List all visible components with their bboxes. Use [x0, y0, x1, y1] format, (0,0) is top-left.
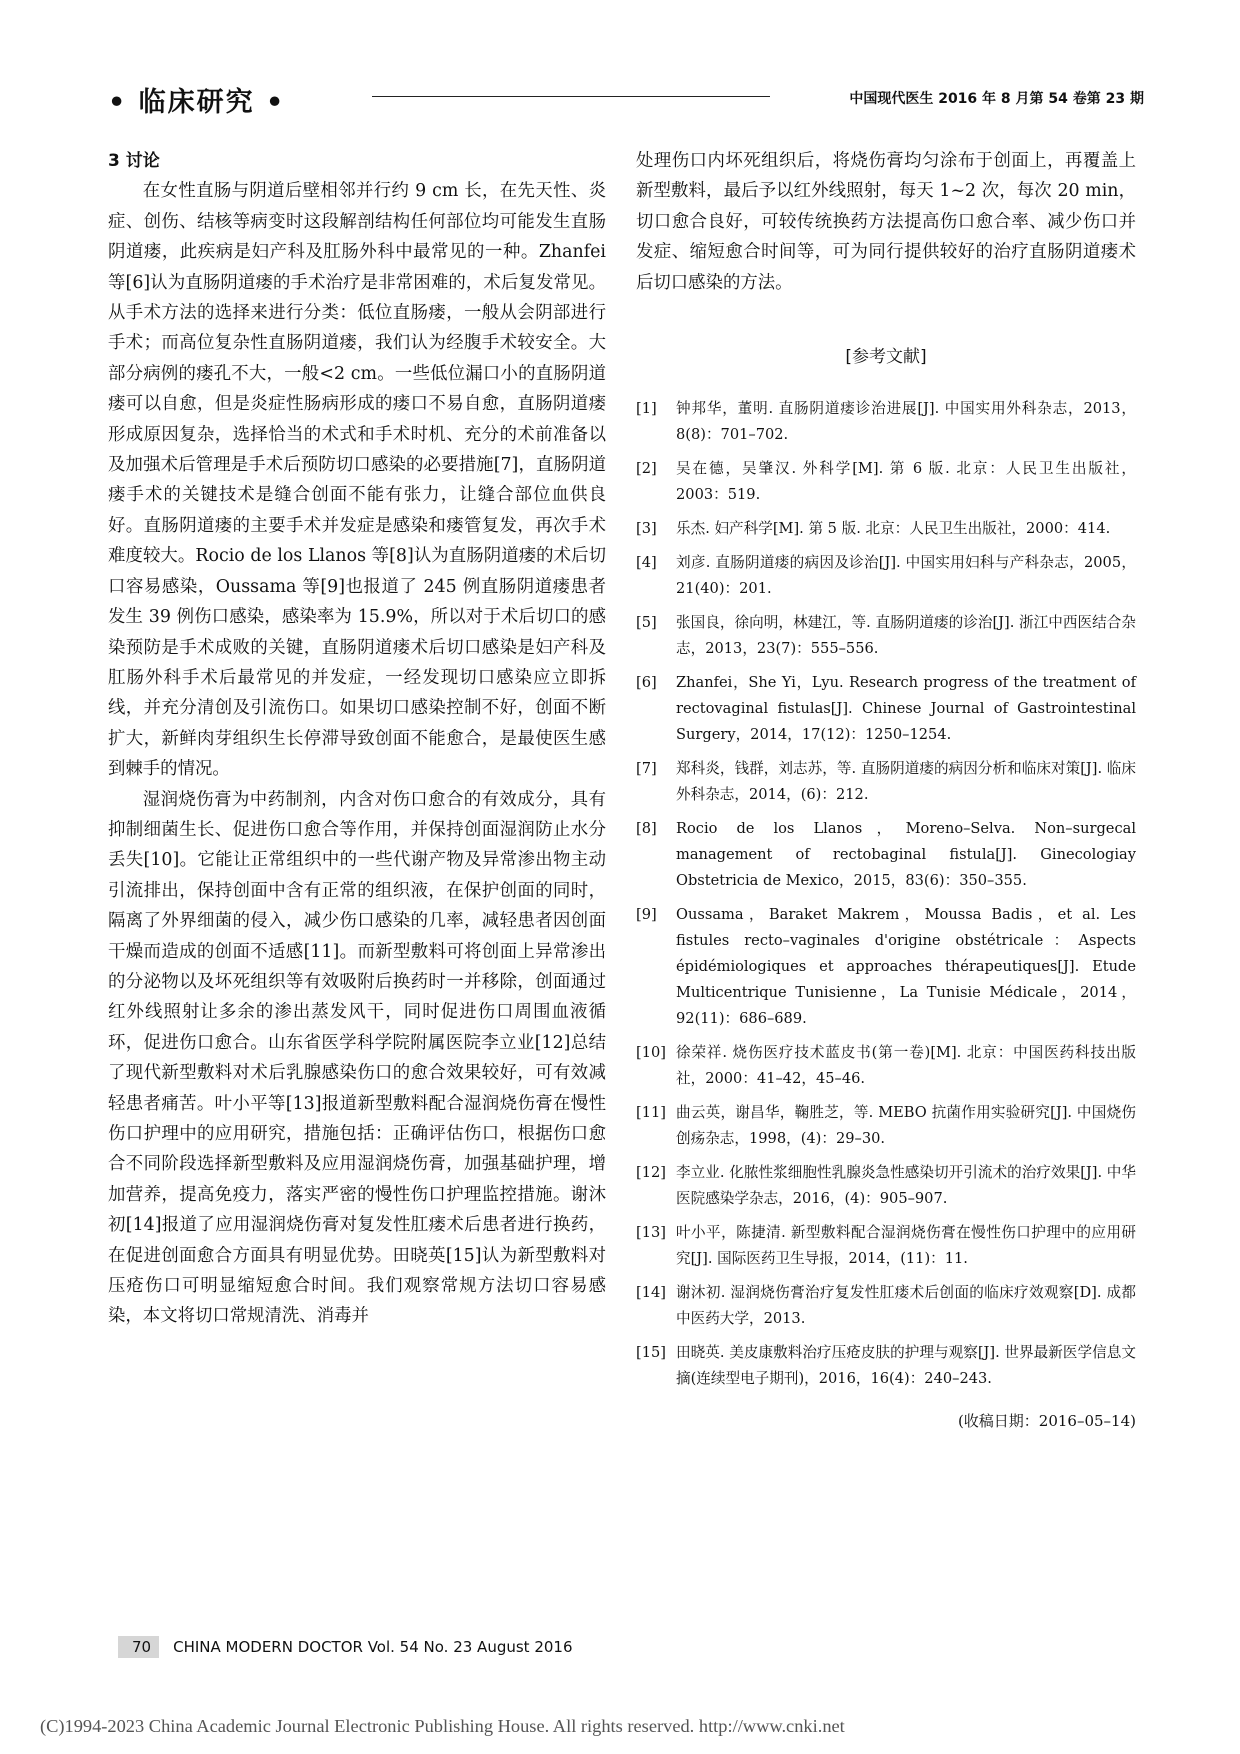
reference-item [636, 396, 1136, 448]
reference-item [636, 1160, 1136, 1212]
reference-text: Zhanfei，She Yi，Lyu. Research progress of the treatment of rectovaginal fistulas[J]. Chinese Journal of Gastrointestinal Surgery，2014，17(12)：1250–1254. [676, 674, 1136, 744]
reference-item [636, 902, 1136, 1032]
discussion-paragraph-2-continued: 处理伤口内坏死组织后，将烧伤膏均匀涂布于创面上，再覆盖上新型敷料，最后予以红外线照射，每天 1~2 次，每次 20 min，切口愈合良好，可较传统换药方法提高伤口愈合率、减少伤口并发症、缩短愈合时间等，可为同行提供较好的治疗直肠阴道瘘术后切口感染的方法。 [636, 151, 1136, 293]
reference-text: Rocio de los Llanos，Moreno–Selva. Non–surgecal management of rectobaginal fistula[J]. Ginecologiay Obstetricia de Mexico，2015，83(6)：350–355. [676, 820, 1136, 890]
reference-text: 徐荣祥. 烧伤医疗技术蓝皮书(第一卷)[M]. 北京：中国医药科技出版社，2000：41–42，45–46. [676, 1044, 1136, 1088]
reference-text: 郑科炎，钱群，刘志苏，等. 直肠阴道瘘的病因分析和临床对策[J]. 临床外科杂志，2014，(6)：212. [676, 760, 1136, 804]
reference-text: 田晓英. 美皮康敷料治疗压疮皮肤的护理与观察[J]. 世界最新医学信息文摘(连续型电子期刊)，2016，16(4)：240–243. [676, 1344, 1136, 1388]
reference-text: 李立业. 化脓性浆细胞性乳腺炎急性感染切开引流术的治疗效果[J]. 中华医院感染学杂志，2016，(4)：905–907. [676, 1164, 1136, 1208]
reference-text: 吴在德，吴肇汉. 外科学[M]. 第 6 版. 北京：人民卫生出版社，2003：519. [676, 460, 1136, 504]
section-label: • 临床研究 • [108, 87, 286, 118]
journal-issue-header: 中国现代医生 2016 年 8 月第 54 卷第 23 期 [849, 91, 1144, 107]
reference-item [636, 670, 1136, 748]
reference-number: [15] [636, 1344, 666, 1362]
reference-number: [4] [636, 554, 657, 572]
reference-number: [2] [636, 460, 657, 478]
reference-number: [14] [636, 1284, 666, 1302]
reference-item [636, 816, 1136, 894]
reference-number: [9] [636, 906, 657, 924]
reference-item [636, 1280, 1136, 1332]
received-date: (收稿日期：2016–05–14) [957, 1412, 1136, 1431]
reference-number: [1] [636, 400, 657, 418]
page-number: 70 [118, 1636, 159, 1658]
reference-number: [5] [636, 614, 657, 632]
reference-number: [8] [636, 820, 657, 838]
discussion-paragraph-2: 湿润烧伤膏为中药制剂，内含对伤口愈合的有效成分，具有抑制细菌生长、促进伤口愈合等作用，并保持创面湿润防止水分丢失[10]。它能让正常组织中的一些代谢产物及异常渗出物主动引流排出，保持创面中含有正常的组织液，在保护创面的同时，隔离了外界细菌的侵入，减少伤口感染的几率，减轻患者因创面干燥而造成的创面不适感[11]。而新型敷料可将创面上异常渗出的分泌物以及坏死组织等有效吸附后换药时一并移除，创面通过红外线照射让多余的渗出蒸发风干，同时促进伤口周围血液循环，促进伤口愈合。山东省医学科学院附属医院李立业[12]总结了现代新型敷料对术后乳腺感染伤口的愈合效果较好，可有效减轻患者痛苦。叶小平等[13]报道新型敷料配合湿润烧伤膏在慢性伤口护理中的应用研究，措施包括：正确评估伤口，根据伤口愈合不同阶段选择新型敷料及应用湿润烧伤膏，加强基础护理，增加营养，提高免疫力，落实严密的慢性伤口护理监控措施。谢沐初[14]报道了应用湿润烧伤膏对复发性肛瘘术后患者进行换药，在促进创面愈合方面具有明显优势。田晓英[15]认为新型敷料对压疮伤口可明显缩短愈合时间。我们观察常规方法切口容易感染，本文将切口常规清洗、消毒并 [108, 789, 606, 1327]
reference-number: [13] [636, 1224, 666, 1242]
right-column [636, 146, 1136, 1437]
reference-item [636, 516, 1136, 542]
reference-text: 叶小平，陈捷清. 新型敷料配合湿润烧伤膏在慢性伤口护理中的应用研究[J]. 国际医药卫生导报，2014，(11)：11. [676, 1224, 1136, 1268]
reference-text: 钟邦华，董明. 直肠阴道瘘诊治进展[J]. 中国实用外科杂志，2013，8(8)：701–702. [676, 400, 1136, 444]
reference-number: [6] [636, 674, 657, 692]
copyright-notice: (C)1994-2023 China Academic Journal Electronic Publishing House. All rights reserved. http://www.cnki.net [40, 1716, 845, 1736]
reference-item [636, 456, 1136, 508]
reference-number: [7] [636, 760, 657, 778]
reference-item [636, 756, 1136, 808]
reference-item [636, 610, 1136, 662]
left-column [108, 146, 606, 1332]
reference-item [636, 1100, 1136, 1152]
page-footer [118, 1636, 573, 1658]
reference-list [636, 396, 1136, 1392]
reference-number: [10] [636, 1044, 666, 1062]
reference-item [636, 1040, 1136, 1092]
reference-item [636, 1220, 1136, 1272]
reference-number: [12] [636, 1164, 666, 1182]
footer-journal-name: CHINA MODERN DOCTOR Vol. 54 No. 23 August 2016 [173, 1638, 573, 1656]
reference-text: 乐杰. 妇产科学[M]. 第 5 版. 北京：人民卫生出版社，2000：414. [676, 520, 1111, 538]
reference-text: 谢沐初. 湿润烧伤膏治疗复发性肛瘘术后创面的临床疗效观察[D]. 成都中医药大学，2013. [676, 1284, 1136, 1328]
reference-number: [3] [636, 520, 657, 538]
discussion-heading: 3 讨论 [108, 151, 160, 171]
reference-text: 张国良，徐向明，林建江，等. 直肠阴道瘘的诊治[J]. 浙江中西医结合杂志，2013，23(7)：555–556. [676, 614, 1136, 658]
header-rule [372, 96, 770, 97]
discussion-paragraph-1: 在女性直肠与阴道后壁相邻并行约 9 cm 长，在先天性、炎症、创伤、结核等病变时这段解剖结构任何部位均可能发生直肠阴道瘘，此疾病是妇产科及肛肠外科中最常见的一种。Zhanfei 等[6]认为直肠阴道瘘的手术治疗是非常困难的，术后复发常见。从手术方法的选择来进行分类：低位直肠瘘，一般从会阴部进行手术；而高位复杂性直肠阴道瘘，我们认为经腹手术较安全。大部分病例的瘘孔不大，一般<2 cm。一些低位漏口小的直肠阴道瘘可以自愈，但是炎症性肠病形成的瘘口不易自愈，直肠阴道瘘形成原因复杂，选择恰当的术式和手术时机、充分的术前准备以及加强术后管理是手术后预防切口感染的必要措施[7]，直肠阴道瘘手术的关键技术是缝合创面不能有张力，让缝合部位血供良好。直肠阴道瘘的主要手术并发症是感染和瘘管复发，再次手术难度较大。Rocio de los Llanos 等[8]认为直肠阴道瘘的术后切口容易感染，Oussama 等[9]也报道了 245 例直肠阴道瘘患者发生 39 例伤口感染，感染率为 15.9%，所以对于术后切口的感染预防是手术成败的关键，直肠阴道瘘术后切口感染是妇产科及肛肠外科手术后最常见的并发症，一经发现切口感染应立即拆线，并充分清创及引流伤口。如果切口感染控制不好，创面不断扩大，新鲜肉芽组织生长停滞导致创面不能愈合，是最使医生感到棘手的情况。 [108, 181, 606, 780]
reference-item [636, 550, 1136, 602]
reference-text: 刘彦. 直肠阴道瘘的病因及诊治[J]. 中国实用妇科与产科杂志，2005，21(40)：201. [676, 554, 1136, 598]
reference-item [636, 1340, 1136, 1392]
reference-text: Oussama，Baraket Makrem，Moussa Badis，et al. Les fistules recto–vaginales d'origine obstétricale：Aspects épidémiologiques et approaches thérapeutiques[J]. Etude Multicentrique Tunisienne，La Tunisie Médicale，2014，92(11)：686–689. [676, 906, 1136, 1028]
references-title: [参考文献] [845, 347, 927, 368]
reference-number: [11] [636, 1104, 666, 1122]
reference-text: 曲云英，谢昌华，鞠胜芝，等. MEBO 抗菌作用实验研究[J]. 中国烧伤创疡杂志，1998，(4)：29–30. [676, 1104, 1136, 1148]
